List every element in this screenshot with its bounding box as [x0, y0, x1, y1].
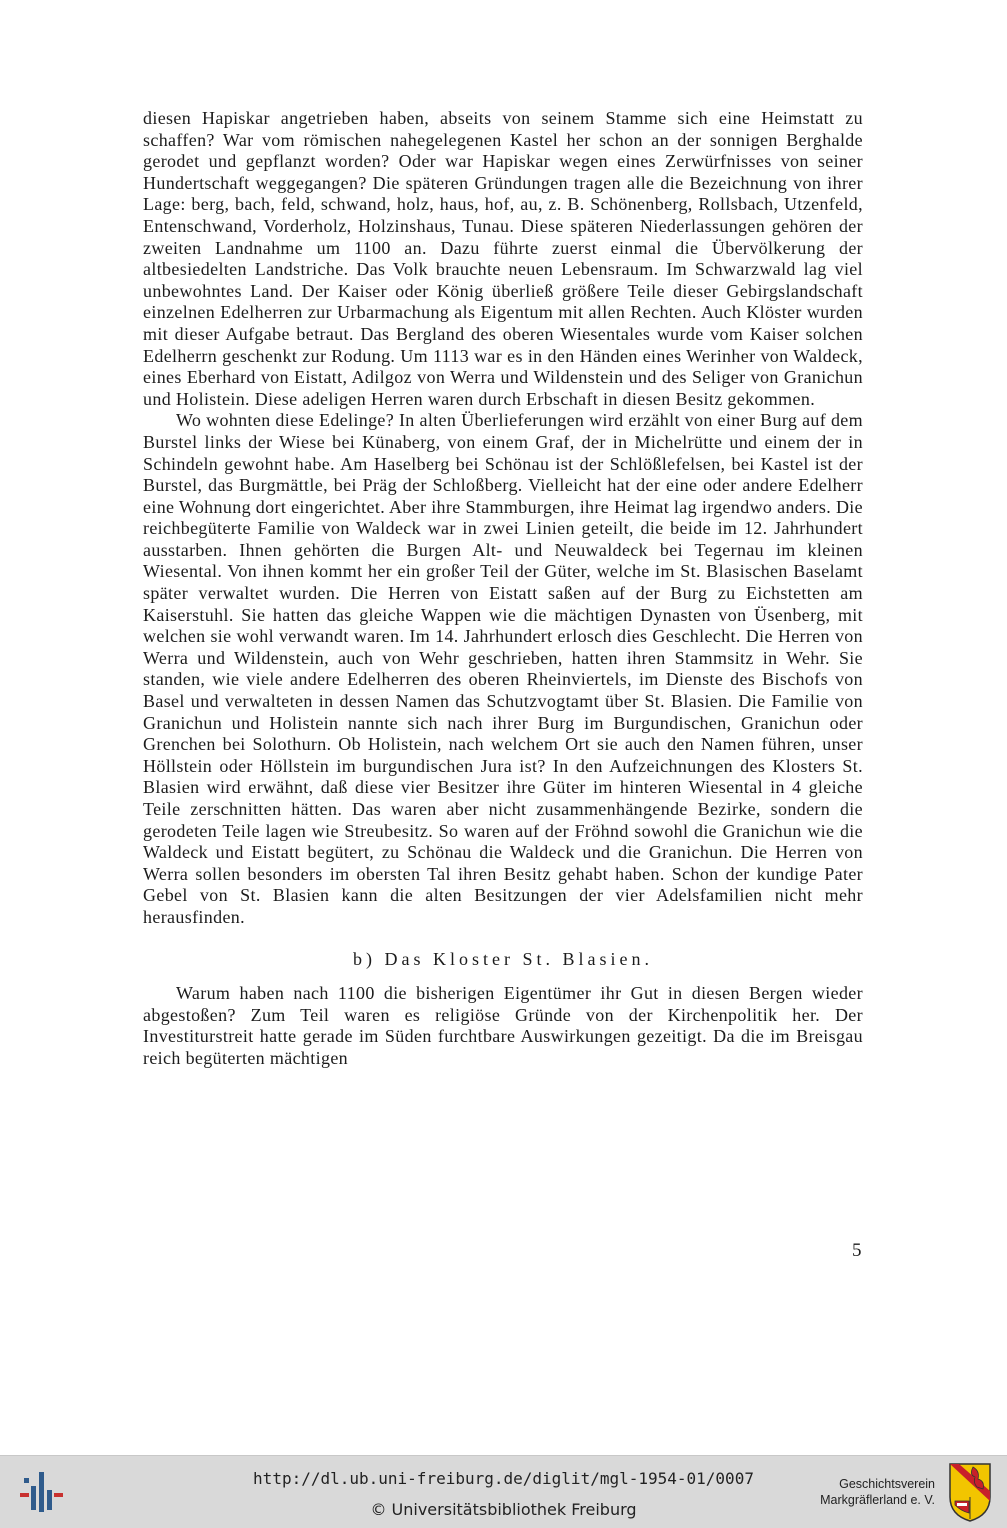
body-text	[143, 108, 863, 1070]
coat-of-arms-icon	[947, 1461, 993, 1523]
organization-name-line1: Geschichtsverein	[839, 1477, 935, 1491]
organization-name	[820, 1476, 935, 1508]
organization-name-line2: Markgräflerland e. V.	[820, 1493, 935, 1507]
paragraph-2: Wo wohnten diese Edelinge? In alten Überlieferungen wird erzählt von einer Burg auf dem Burstel links der Wiese bei Künaberg, von einem Graf, der in Michelrütte und einem der in Schindeln gewohnt habe. Am Haselberg bei Schönau ist der Schlößlefelsen, bei Kastel ist der Burstel, das Burgmättle, bei Präg der Schloßberg. Vielleicht hat der eine oder andere Edelherr eine Wohnung dort eingerichtet. Aber ihre Stammburgen, ihre Heimat lag irgendwo anders. Die reichbegüterte Familie von Waldeck war in zwei Linien geteilt, die beide im 12. Jahrhundert ausstarben. Ihnen gehörten die Burgen Alt- und Neuwaldeck bei Tegernau im kleinen Wiesental. Von ihnen kommt her ein großer Teil der Güter, welche im St. Blasischen Baselamt später verwaltet wurden. Die Herren von Eistatt saßen auf der Burg zu Eichstetten am Kaiserstuhl. Sie hatten das gleiche Wappen wie die mächtigen Dynasten von Üsenberg, mit welchen sie wohl verwandt waren. Im 14. Jahrhundert erlosch dies Geschlecht. Die Herren von Werra und Wildenstein, auch von Wehr geschrieben, hatten ihren Stammsitz in Wehr. Sie standen, wie viele andere Edelherren des oberen Rheinviertels, im Dienste des Bischofs von Basel und verwalteten in dessen Namen das Schutzvogtamt über St. Blasien. Die Familie von Granichun und Holistein nannte sich nach ihrer Burg im Burgundischen, Granichun oder Grenchen bei Solothurn. Ob Holistein, nach welchem Ort sie auch den Namen führen, unser Höllstein oder Höllstein im burgundischen Jura ist? In den Aufzeichnungen des Klosters St. Blasien wird erwähnt, daß diese vier Besitzer ihre Güter im hinteren Wiesental in 4 gleiche Teile zerschnitten hätten. Das waren aber nicht zusammenhängende Bezirke, sondern die gerodeten Teile lagen wie Streubesitz. So waren auf der Fröhnd sowohl die Granichun wie die Waldeck und Eistatt begütert, zu Schönau die Waldeck und die Granichun. Die Herren von Werra sollen besonders im obersten Tal ihren Besitz gehabt haben. Schon der kundige Pater Gebel von St. Blasien kann die alten Besitzungen der vier Adelsfamilien nicht mehr herausfinden.	[143, 410, 863, 927]
page-number: 5	[852, 1240, 862, 1261]
footer-bar	[0, 1455, 1007, 1528]
paragraph-3: Warum haben nach 1100 die bisherigen Eigentümer ihr Gut in diesen Bergen wieder abgestoßen? Zum Teil waren es religiöse Gründe von der Kirchenpolitik her. Der Investiturstreit hatte gerade im Süden furchtbare Auswirkungen gezeitigt. Da die im Breisgau reich begüterten mächtigen	[143, 983, 863, 1068]
copyright-text: © Universitätsbibliothek Freiburg	[370, 1500, 637, 1519]
section-heading: b) Das Kloster St. Blasien.	[353, 948, 653, 969]
permalink-url[interactable]: http://dl.ub.uni-freiburg.de/diglit/mgl-1954-01/0007	[253, 1469, 754, 1488]
paragraph-1: diesen Hapiskar angetrieben haben, abseits von seinem Stamme sich eine Heimstatt zu schaffen? War vom römischen nahegelegenen Kastel her schon an der sonnigen Berghalde gerodet und gepflanzt worden? Oder war Hapiskar wegen eines Zerwürfnisses von seiner Hundertschaft weggegangen? Die späteren Gründungen tragen alle die Bezeichnung von ihrer Lage: berg, bach, feld, schwand, holz, haus, hof, au, z. B. Schönenberg, Rollsbach, Utzenfeld, Entenschwand, Vorderholz, Holzinshaus, Tunau. Diese späteren Niederlassungen gehören der zweiten Landnahme um 1100 an. Dazu führte zuerst einmal die Übervölkerung der altbesiedelten Landstriche. Das Volk brauchte neuen Lebensraum. Im Schwarzwald lag viel unbewohntes Land. Der Kaiser oder König überließ größere Teile dieser Gebirgslandschaft einzelnen Edelherren zur Urbarmachung als Eigentum mit allen Rechten. Auch Klöster wurden mit dieser Aufgabe betraut. Das Bergland des oberen Wiesentales wurde vom Kaiser solchen Edelherrn geschenkt zur Rodung. Um 1113 war es in den Händen eines Werinher von Waldeck, eines Eberhard von Eistatt, Adilgoz von Werra und Wildenstein und des Seliger von Granichun und Holistein. Diese adeligen Herren waren durch Erbschaft in diesen Besitz gekommen.	[143, 108, 863, 409]
